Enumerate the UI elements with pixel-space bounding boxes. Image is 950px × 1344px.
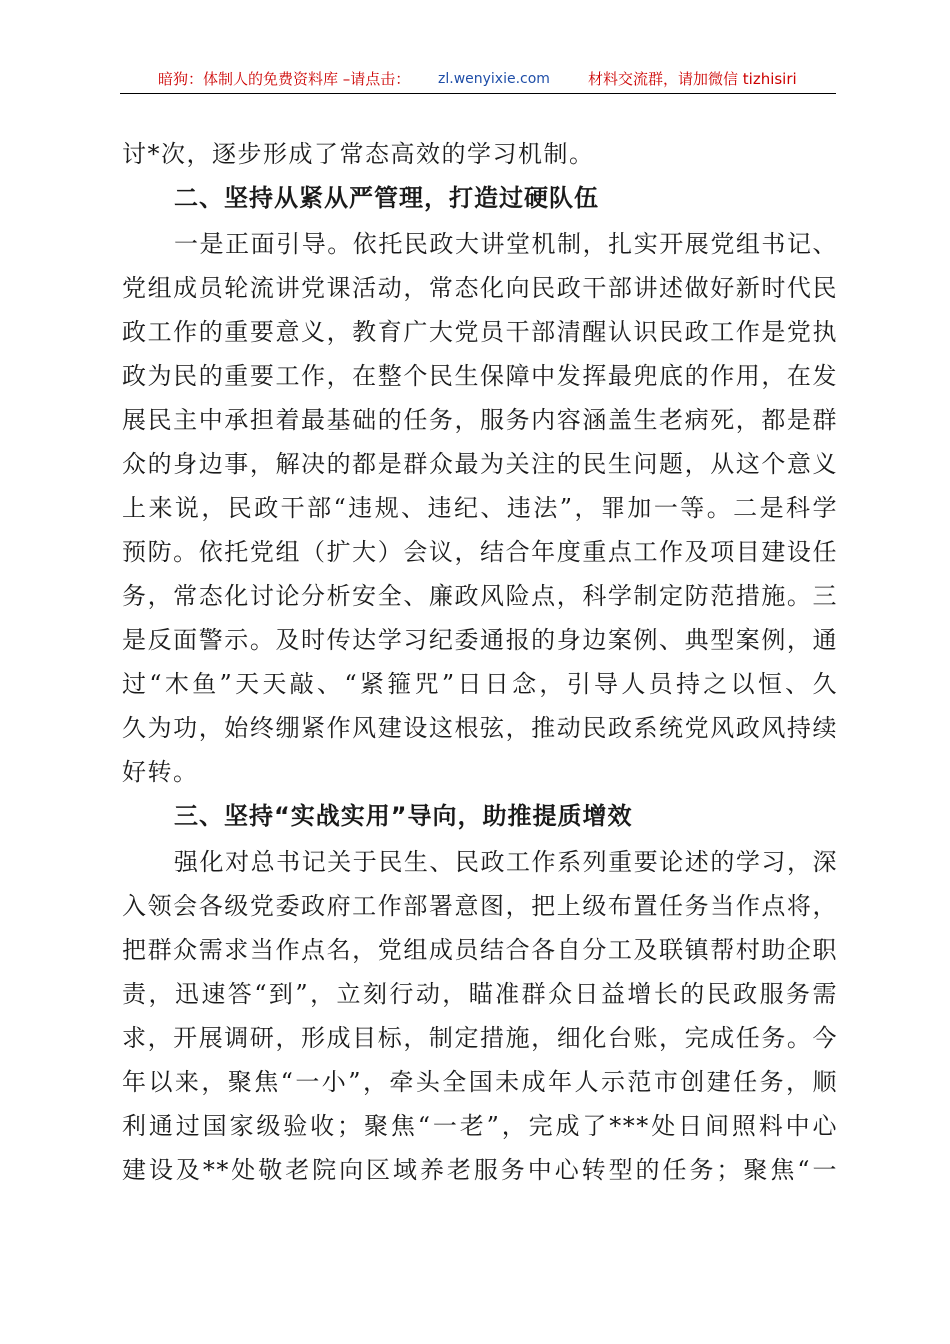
paragraph-line: 是反面警示。及时传达学习纪委通报的身边案例、典型案例，通 bbox=[122, 626, 838, 654]
paragraph-line: 责，迅速答“到”，立刻行动，瞄准群众日益增长的民政服务需 bbox=[122, 980, 838, 1008]
paragraph-line: 上来说，民政干部“违规、违纪、违法”，罪加一等。二是科学 bbox=[122, 494, 838, 522]
paragraph-line: 求，开展调研，形成目标，制定措施，细化台账，完成任务。今 bbox=[122, 1024, 838, 1052]
paragraph-line: 年以来，聚焦“一小”，牵头全国未成年人示范市创建任务，顺 bbox=[122, 1068, 838, 1096]
header-right-text: 材料交流群，请加微信 tizhisiri bbox=[588, 70, 797, 88]
paragraph-line: 建设及**处敬老院向区域养老服务中心转型的任务；聚焦“一 bbox=[122, 1156, 838, 1184]
header-link[interactable]: zl.wenyixie.com bbox=[438, 71, 550, 87]
paragraph-line: 展民主中承担着最基础的任务，服务内容涵盖生老病死，都是群 bbox=[122, 406, 838, 434]
paragraph-line: 党组成员轮流讲党课活动，常态化向民政干部讲述做好新时代民 bbox=[122, 274, 838, 302]
paragraph-line: 好转。 bbox=[122, 758, 199, 786]
paragraph-line: 政工作的重要意义，教育广大党员干部清醒认识民政工作是党执 bbox=[122, 318, 838, 346]
header-left-text: 暗狗：体制人的免费资料库 –请点击： bbox=[158, 70, 411, 88]
section-heading-3: 三、坚持“实战实用”导向，助推提质增效 bbox=[174, 802, 633, 830]
paragraph-line: 讨*次，逐步形成了常态高效的学习机制。 bbox=[122, 140, 595, 168]
paragraph-line: 过“木鱼”天天敲、“紧箍咒”日日念，引导人员持之以恒、久 bbox=[122, 670, 838, 698]
page-header bbox=[120, 66, 836, 92]
document-body bbox=[122, 132, 838, 1192]
paragraph-line: 务，常态化讨论分析安全、廉政风险点，科学制定防范措施。三 bbox=[122, 582, 838, 610]
paragraph-line: 众的身边事，解决的都是群众最为关注的民生问题，从这个意义 bbox=[122, 450, 838, 478]
section-heading-2: 二、坚持从紧从严管理，打造过硬队伍 bbox=[174, 184, 599, 212]
paragraph-line: 强化对总书记关于民生、民政工作系列重要论述的学习，深 bbox=[174, 848, 838, 876]
paragraph-line: 政为民的重要工作，在整个民生保障中发挥最兜底的作用，在发 bbox=[122, 362, 838, 390]
paragraph-line: 久为功，始终绷紧作风建设这根弦，推动民政系统党风政风持续 bbox=[122, 714, 838, 742]
header-divider bbox=[120, 93, 836, 94]
paragraph-line: 把群众需求当作点名，党组成员结合各自分工及联镇帮村助企职 bbox=[122, 936, 838, 964]
paragraph-line: 入领会各级党委政府工作部署意图，把上级布置任务当作点将， bbox=[122, 892, 838, 920]
paragraph-line: 预防。依托党组（扩大）会议，结合年度重点工作及项目建设任 bbox=[122, 538, 838, 566]
paragraph-line: 一是正面引导。依托民政大讲堂机制，扎实开展党组书记、 bbox=[174, 230, 838, 258]
paragraph-line: 利通过国家级验收；聚焦“一老”，完成了***处日间照料中心 bbox=[122, 1112, 838, 1140]
